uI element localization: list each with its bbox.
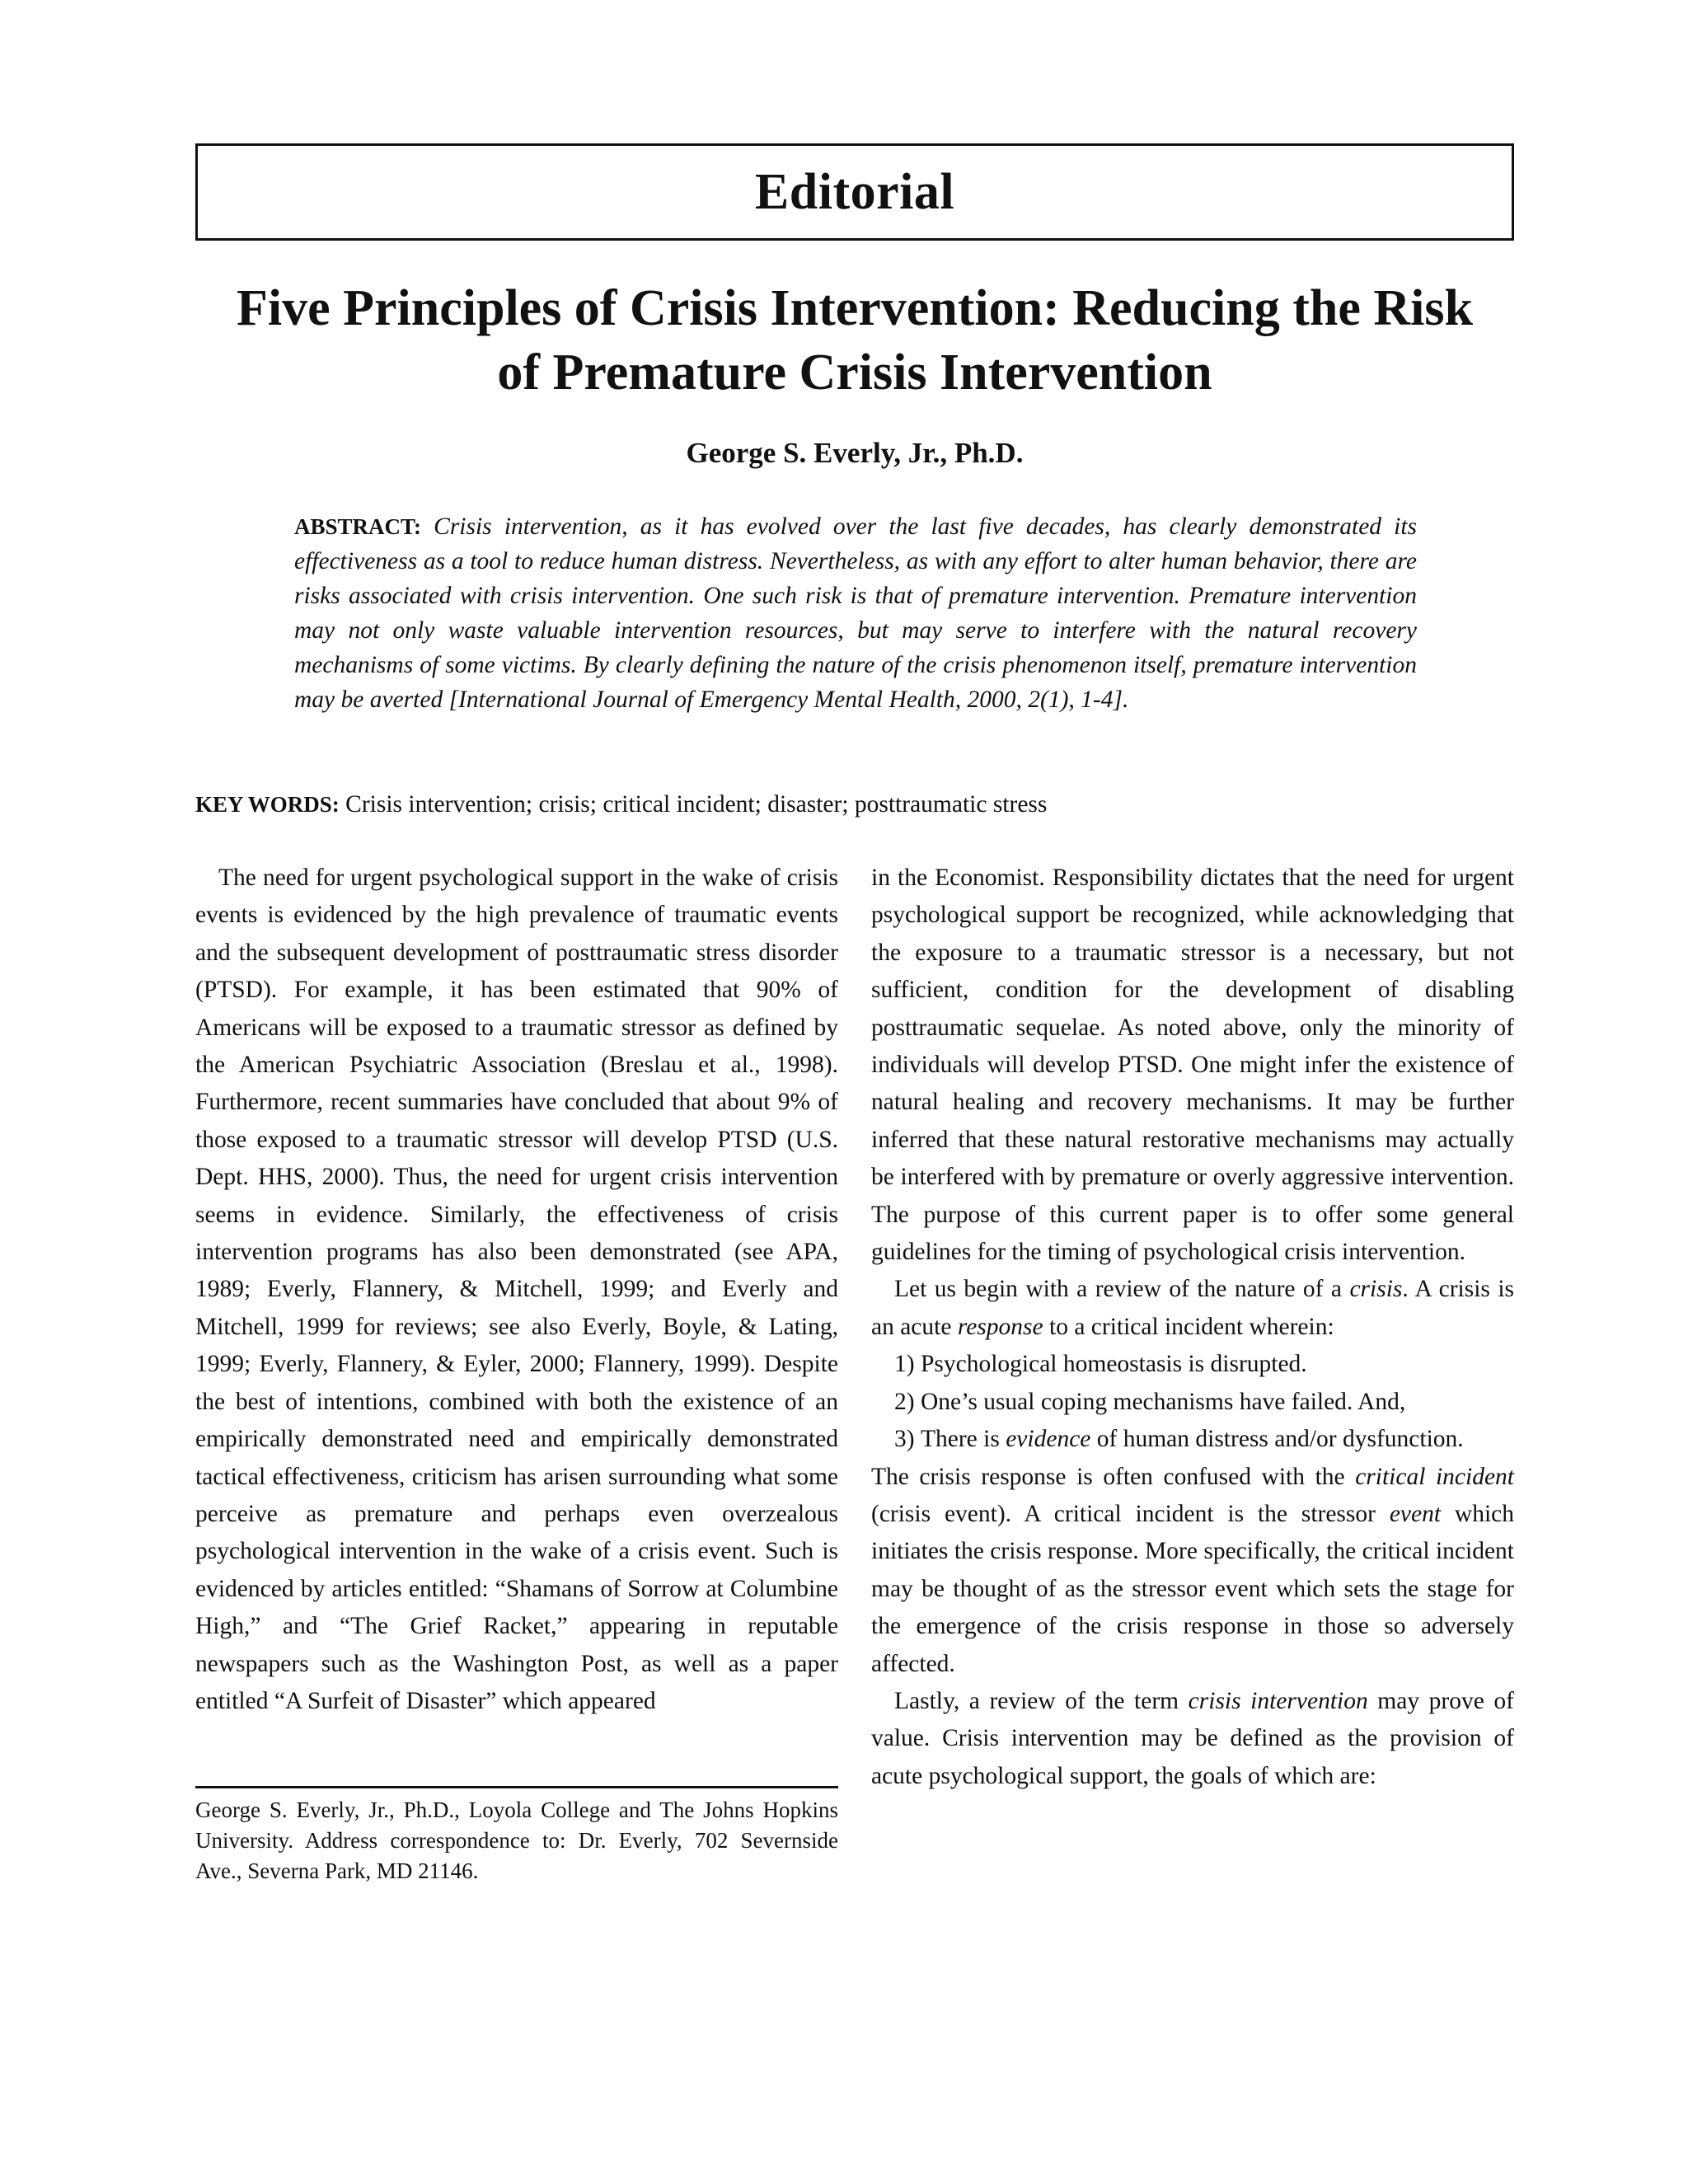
list-item <box>871 1421 1514 1458</box>
body-paragraph <box>871 1271 1514 1346</box>
article-title-line2: of Premature Crisis Intervention <box>497 344 1212 401</box>
body-paragraph <box>871 1459 1514 1683</box>
article-title-line1: Five Principles of Crisis Intervention: Reducing the Risk <box>237 280 1473 336</box>
body-paragraph: in the Economist. Responsibility dictates that the need for urgent psychological support be recognized, while acknowledging that the exposure to a traumatic stressor is a necessary, but not sufficient, condition for the development of disabling posttraumatic sequelae. As noted above, only the minority of individuals will develop PTSD. One might infer the existence of natural healing and recovery mechanisms. It may be further inferred that these natural restorative mechanisms may actually be interfered with by premature or overly aggressive intervention. The purpose of this current paper is to offer some general guidelines for the timing of psychological crisis intervention. <box>871 865 1514 1266</box>
emphasis: crisis <box>1349 1276 1403 1303</box>
list-item <box>871 1384 1514 1421</box>
text-run: . A crisis is an acute <box>871 1276 1514 1340</box>
emphasis: crisis intervention <box>1188 1687 1368 1714</box>
author-name: George S. Everly, Jr., Ph.D. <box>686 437 1024 469</box>
keywords-text: Crisis intervention; crisis; critical incident; disaster; posttraumatic stress <box>345 791 1048 818</box>
list-item <box>871 1346 1514 1383</box>
list-number: 2) <box>894 1388 915 1415</box>
keywords-label: KEY WORDS: <box>195 792 340 817</box>
list-number: 3) <box>894 1426 915 1453</box>
abstract <box>294 509 1417 717</box>
list-number: 1) <box>894 1351 915 1378</box>
text-run: which initiates the crisis response. More specifically, the critical incident may be thought of as the stressor event which sets the stage for the emergence of the crisis response in those so adversely affected. <box>871 1500 1515 1677</box>
list-text: Psychological homeostasis is disrupted. <box>921 1351 1307 1378</box>
crisis-criteria-list <box>871 1346 1514 1458</box>
list-text: One’s usual coping mechanisms have failed. And, <box>921 1388 1406 1415</box>
emphasis: critical incident <box>1355 1463 1515 1490</box>
text-run: may prove of value. Crisis intervention may be defined as the provision of acute psychological support, the goals of which are: <box>871 1687 1514 1789</box>
article-title <box>195 276 1514 405</box>
abstract-text: Crisis intervention, as it has evolved over the last five decades, has clearly demonstrated its effectiveness as a tool to reduce human distress. Nevertheless, as with any effort to alter human behavior, there are risks associated with crisis intervention. One such risk is that of premature intervention. Premature intervention may not only waste valuable intervention resources, but may serve to interfere with the natural recovery mechanisms of some victims. By clearly defining the nature of the crisis phenomenon itself, premature intervention may be averted [International Journal of Emergency Mental Health, 2000, 2(1), 1-4]. <box>294 513 1418 713</box>
author-affiliation-footnote: George S. Everly, Jr., Ph.D., Loyola College and The Johns Hopkins University. Address correspondence to: Dr. Everly, 702 Severnside Ave., Severna Park, MD 21146. <box>195 1797 838 1883</box>
list-text: There is <box>921 1426 1006 1453</box>
body-paragraph: The need for urgent psychological support in the wake of crisis events is evidenced by the high prevalence of traumatic events and the subsequent development of posttraumatic stress disorder (PTSD). For example, it has been estimated that 90% of Americans will be exposed to a traumatic stressor as defined by the American Psychiatric Association (Breslau et al., 1998). Furthermore, recent summaries have concluded that about 9% of those exposed to a traumatic stressor will develop PTSD (U.S. Dept. HHS, 2000). Thus, the need for urgent crisis intervention seems in evidence. Similarly, the effectiveness of crisis intervention programs has also been demonstrated (see APA, 1989; Everly, Flannery, & Mitchell, 1999; and Everly and Mitchell, 1999 for reviews; see also Everly, Boyle, & Lating, 1999; Everly, Flannery, & Eyler, 2000; Flannery, 1999). Despite the best of intentions, combined with both the existence of an empirically demonstrated need and empirically demonstrated tactical effectiveness, criticism has arisen surrounding what some perceive as premature and perhaps even overzealous psychological intervention in the wake of a crisis event. Such is evidenced by articles entitled: “Shamans of Sorrow at Columbine High,” and “The Grief Racket,” appearing in reputable newspapers such as the Washington Post, as well as a paper entitled “A Surfeit of Disaster” which appeared <box>195 865 838 1714</box>
section-header-label: Editorial <box>754 163 955 220</box>
abstract-label: ABSTRACT: <box>294 514 422 539</box>
text-run: Let us begin with a review of the nature of a <box>894 1276 1350 1303</box>
footnote-divider <box>195 1786 838 1788</box>
emphasis: response <box>957 1313 1043 1340</box>
emphasis: evidence <box>1006 1426 1091 1453</box>
text-run: to a critical incident wherein: <box>1043 1313 1334 1340</box>
emphasis: event <box>1389 1500 1442 1527</box>
section-header-box <box>195 143 1514 241</box>
body-column-right <box>871 860 1514 1795</box>
keywords <box>195 787 1514 822</box>
text-run: (crisis event). A critical incident is the stressor <box>871 1500 1390 1527</box>
body-paragraph <box>871 1683 1514 1795</box>
text-run: The crisis response is often confused with the <box>871 1463 1356 1490</box>
text-run: Lastly, a review of the term <box>894 1687 1189 1714</box>
list-text: of human distress and/or dysfunction. <box>1090 1426 1464 1453</box>
body-column-left <box>195 860 838 1720</box>
